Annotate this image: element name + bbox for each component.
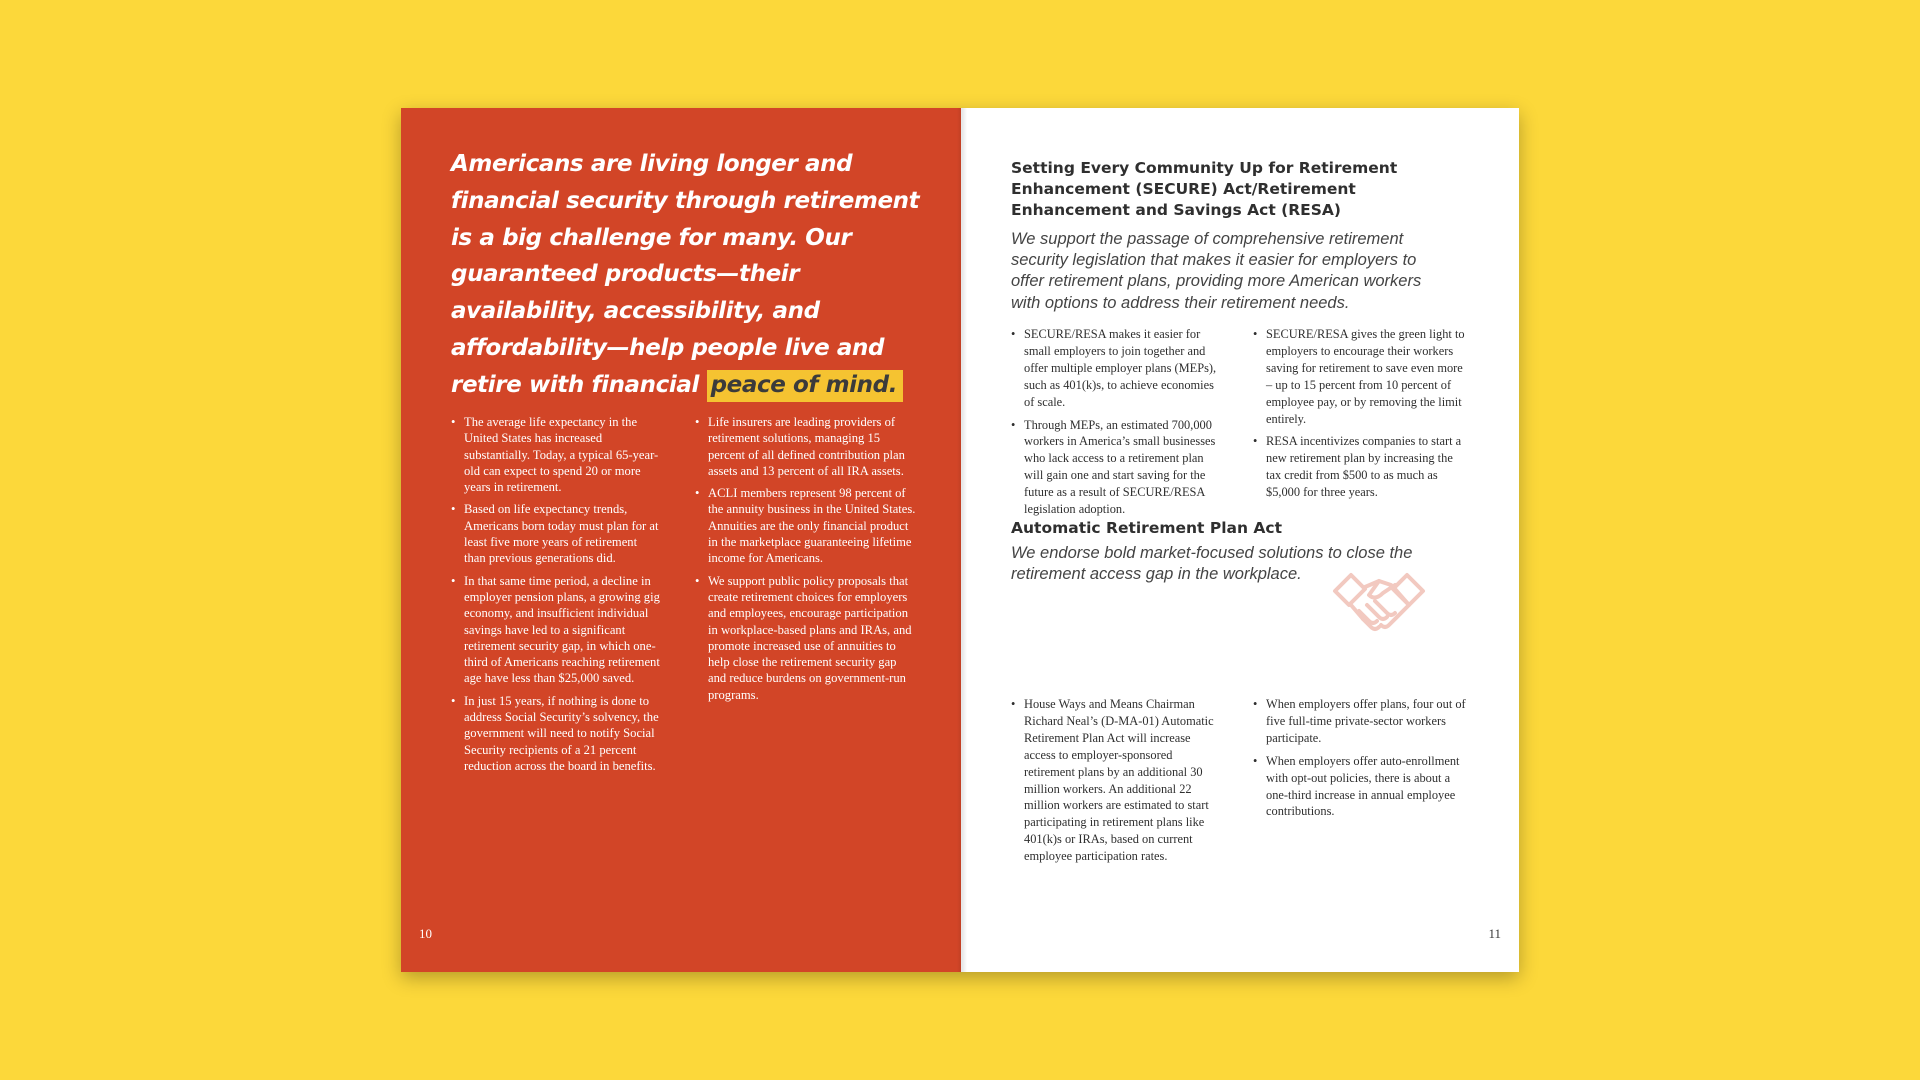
pull-quote xyxy=(451,146,931,404)
list-item: • Based on life expectancy trends, Americans born today must plan for at least five more years of retirement than previous generations did. xyxy=(451,502,659,566)
list-item: • ACLI members represent 98 percent of the annuity business in the United States. Annuities are the only financial product in the marketplace guaranteeing lifetime income for Americans. xyxy=(695,486,916,566)
list-item: • We support public policy proposals that create retirement choices for employers and employees, encourage participation in workplace-based plans and IRAs, and promote increased use of annuities to help close the retirement security gap and reduce burdens on government-run programs. xyxy=(695,573,912,702)
list-item: • SECURE/RESA gives the green light to employers to encourage their workers saving for retirement to save even more – up to 15 percent from 10 percent of employee pay, or by removing the limit entirely. xyxy=(1253,327,1465,426)
list-item: • When employers offer auto-enrollment with opt-out policies, there is about a one-third increase in annual employee contributions. xyxy=(1253,753,1460,819)
automatic-plan-columns xyxy=(1011,696,1471,871)
automatic-column-2 xyxy=(1253,696,1471,871)
section-subtitle-secure-act: We support the passage of comprehensive retirement security legislation that makes it easier for employers to offer retirement plans, providing more American workers with options to address their retirement needs. xyxy=(1011,230,1422,312)
left-page-columns xyxy=(451,414,921,780)
section-subtitle-automatic-retirement: We endorse bold market-focused solutions to close the retirement access gap in the workplace. xyxy=(1011,544,1413,584)
left-page xyxy=(401,108,961,972)
automatic-bullets-col2 xyxy=(1253,696,1471,820)
list-item: • The average life expectancy in the United States has increased substantially. Today, a typical 65-year-old can expect to spend 20 or more years in retirement. xyxy=(451,415,659,495)
list-item: • House Ways and Means Chairman Richard Neal’s (D-MA-01) Automatic Retirement Plan Act will increase access to employer-sponsored retirement plans by an additional 30 million workers. An additional 22 million workers are estimated to start participating in retirement plans like 401(k)s or IRAs, based on current employee participation rates. xyxy=(1011,697,1214,864)
right-page xyxy=(961,108,1519,972)
left-bullets-col2 xyxy=(695,414,917,703)
automatic-bullets-col1 xyxy=(1011,696,1225,865)
left-column-2 xyxy=(695,414,917,780)
brochure-spread xyxy=(401,108,1519,972)
left-bullets-col1 xyxy=(451,414,661,774)
pull-quote-text: Americans are living longer and financial security through retirement is a big challenge for many. Our guaranteed products—their availability, accessibility, and affordability—help people live and retire with financial xyxy=(451,151,920,398)
section-title-automatic-retirement: Automatic Retirement Plan Act xyxy=(1011,519,1282,537)
list-item: • When employers offer plans, four out of five full-time private-sector workers participate. xyxy=(1253,697,1466,745)
left-column-1 xyxy=(451,414,661,780)
secure-bullets-col1 xyxy=(1011,326,1225,518)
section-title-secure-act: Setting Every Community Up for Retirement Enhancement (SECURE) Act/Retirement Enhancement and Savings Act (RESA) xyxy=(1011,159,1398,219)
automatic-column-1 xyxy=(1011,696,1225,871)
pull-quote-highlight: peace of mind. xyxy=(707,370,903,402)
list-item: • In just 15 years, if nothing is done to address Social Security’s solvency, the government will need to notify Social Security recipients of a 21 percent reduction across the board in benefits. xyxy=(451,693,659,773)
secure-bullets-col2 xyxy=(1253,326,1471,501)
page-number-right: 11 xyxy=(1488,926,1501,941)
page-number-left: 10 xyxy=(419,926,432,941)
list-item: • Life insurers are leading providers of retirement solutions, managing 15 percent of all defined contribution plan assets and 13 percent of all IRA assets. xyxy=(695,415,905,478)
list-item: • In that same time period, a decline in employer pension plans, a growing gig economy, and insufficient individual savings have led to a significant retirement security gap, in which one-third of Americans reaching retirement age have less than $25,000 saved. xyxy=(451,573,660,686)
secure-column-2 xyxy=(1253,326,1471,524)
secure-act-columns xyxy=(1011,326,1471,524)
list-item: • SECURE/RESA makes it easier for small employers to join together and offer multiple employer plans (MEPs), such as 401(k)s, to achieve economies of scale. xyxy=(1011,327,1217,409)
list-item: • RESA incentivizes companies to start a new retirement plan by increasing the tax credit from $500 to as much as $5,000 for three years. xyxy=(1253,434,1462,500)
secure-column-1 xyxy=(1011,326,1225,524)
page-gutter xyxy=(957,108,967,972)
list-item: • Through MEPs, an estimated 700,000 workers in America’s small businesses who lack access to a retirement plan will gain one and start saving for the future as a result of SECURE/RESA legislation adoption. xyxy=(1011,417,1216,517)
